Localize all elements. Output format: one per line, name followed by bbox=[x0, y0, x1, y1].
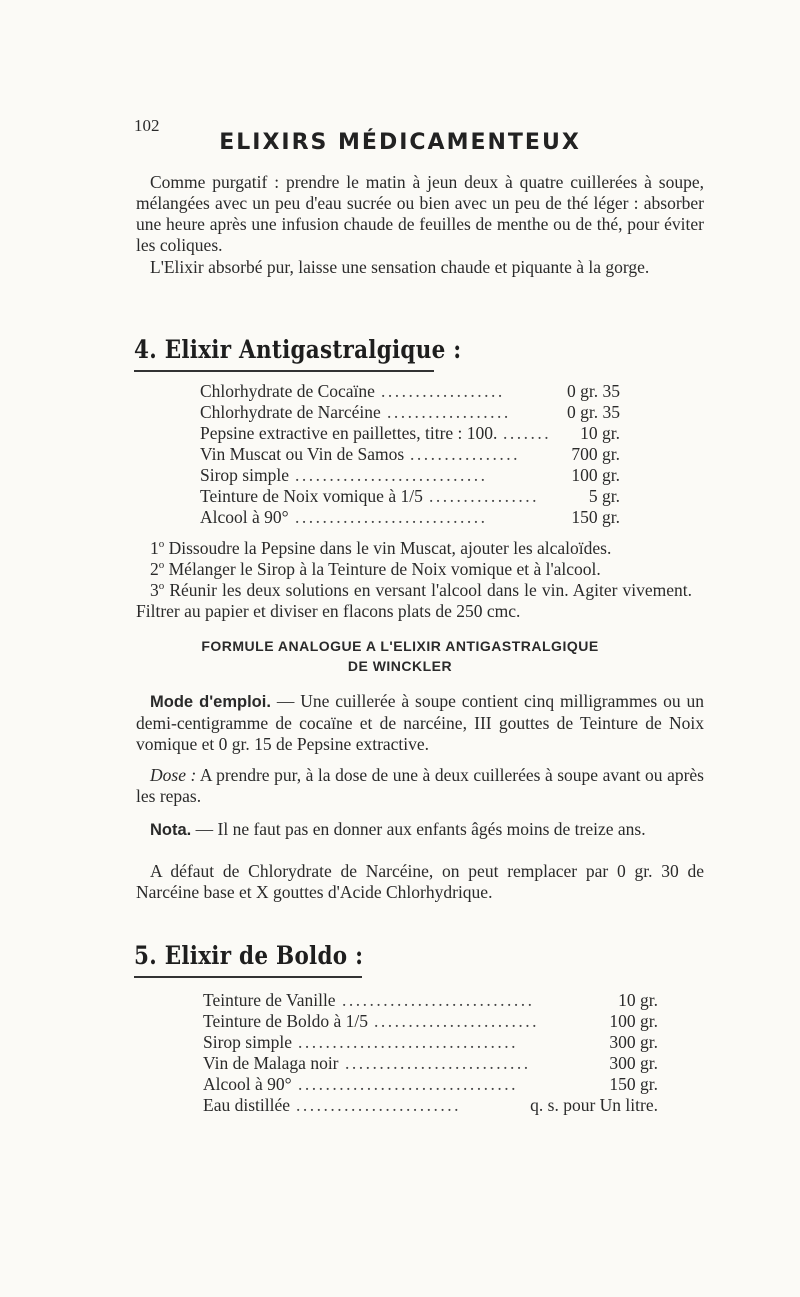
ingredient-name: Teinture de Boldo à 1/5 bbox=[203, 1011, 368, 1031]
leader-dots: ................ bbox=[410, 444, 520, 464]
intro-text-2: L'Elixir absorbé pur, laisse une sensation chaude et piquante à la gorge. bbox=[150, 257, 650, 277]
ingredient-quantity: 150 gr. bbox=[571, 507, 620, 527]
section-4-underline bbox=[134, 370, 434, 372]
ingredient-quantity: 700 gr. bbox=[571, 444, 620, 464]
step-ordinal: o bbox=[158, 580, 165, 593]
page-number: 102 bbox=[134, 116, 160, 135]
ingredient-quantity: 10 gr. bbox=[618, 990, 658, 1010]
section-5-title: Elixir de Boldo : bbox=[164, 941, 364, 970]
section-4-number: 4. bbox=[134, 335, 157, 364]
ingredient-quantity: 150 gr. bbox=[609, 1074, 658, 1094]
section-4-heading bbox=[134, 335, 461, 364]
ingredient-name: Sirop simple bbox=[203, 1032, 292, 1052]
section4-ingredient-row bbox=[200, 444, 620, 465]
step-text: Mélanger le Sirop à la Teinture de Noix vomique et à l'alcool. bbox=[168, 559, 601, 579]
mode-emploi-paragraph bbox=[136, 691, 704, 755]
ingredient-name: Pepsine extractive en paillettes, titre : 100. bbox=[200, 423, 498, 443]
ingredient-name: Eau distillée bbox=[203, 1095, 290, 1115]
section-5-underline bbox=[134, 976, 362, 978]
running-title: ELIXIRS MÉDICAMENTEUX bbox=[219, 130, 581, 155]
dose-label: Dose : bbox=[150, 765, 197, 785]
ingredient-name: Teinture de Vanille bbox=[203, 990, 336, 1010]
ingredient-quantity: 10 gr. bbox=[580, 423, 620, 443]
leader-dots: ........................... bbox=[345, 1053, 531, 1073]
leader-dots: ........................ bbox=[296, 1095, 461, 1115]
section4-ingredient-row bbox=[200, 507, 620, 528]
ingredient-quantity: 300 gr. bbox=[609, 1032, 658, 1052]
mode-emploi-label: Mode d'emploi. bbox=[150, 693, 271, 711]
step-text: Dissoudre la Pepsine dans le vin Muscat, ajouter les alcaloïdes. bbox=[168, 538, 612, 558]
step-number: 3 bbox=[150, 580, 159, 600]
step-ordinal: o bbox=[158, 538, 165, 551]
leader-dots: ................................ bbox=[298, 1074, 518, 1094]
ingredient-quantity: 0 gr. 35 bbox=[567, 381, 620, 401]
ingredient-name: Chlorhydrate de Cocaïne bbox=[200, 381, 375, 401]
leader-dots: ........................ bbox=[374, 1011, 539, 1031]
formula-heading-line-1: FORMULE ANALOGUE A L'ELIXIR ANTIGASTRALGIQUE bbox=[201, 638, 599, 654]
nota-paragraph-2 bbox=[136, 861, 704, 903]
leader-dots: ....... bbox=[503, 423, 552, 443]
section5-ingredient-row bbox=[203, 1074, 658, 1095]
ingredient-name: Teinture de Noix vomique à 1/5 bbox=[200, 486, 423, 506]
ingredient-quantity: 5 gr. bbox=[588, 486, 620, 506]
ingredient-name: Vin Muscat ou Vin de Samos bbox=[200, 444, 405, 464]
dose-paragraph bbox=[136, 765, 704, 807]
leader-dots: ................ bbox=[429, 486, 539, 506]
formula-heading-line-2: DE WINCKLER bbox=[347, 658, 453, 674]
ingredient-name: Alcool à 90° bbox=[203, 1074, 292, 1094]
nota-paragraph bbox=[136, 819, 704, 841]
section5-ingredient-row bbox=[203, 1095, 658, 1116]
mode-emploi-text: — Une cuillerée à soupe contient cinq milligrammes ou un demi-centigramme de cocaïne et de narcéine, III gouttes de Teinture de Noix vomique et 0 gr. 15 de Pepsine extractive. bbox=[136, 691, 704, 754]
intro-text-1: Comme purgatif : prendre le matin à jeun deux à quatre cuillerées à soupe, mélangées avec un peu d'eau sucrée ou bien avec un peu de thé léger : absorber une heure après une infusion chaude de feuilles de menthe ou de thé, pour éviter les coliques. bbox=[136, 172, 704, 255]
section-4-title: Elixir Antigastralgique : bbox=[164, 335, 462, 364]
section-5-ingredients bbox=[203, 990, 658, 1116]
nota-label: Nota. bbox=[150, 821, 192, 839]
ingredient-name: Vin de Malaga noir bbox=[203, 1053, 339, 1073]
section5-ingredient-row bbox=[203, 1032, 658, 1053]
preparation-step bbox=[136, 538, 692, 559]
section4-ingredient-row bbox=[200, 486, 620, 507]
section4-ingredient-row bbox=[200, 381, 620, 402]
ingredient-name: Sirop simple bbox=[200, 465, 289, 485]
preparation-step bbox=[136, 559, 692, 580]
leader-dots: ............................ bbox=[295, 507, 488, 527]
leader-dots: ................................ bbox=[298, 1032, 518, 1052]
ingredient-quantity: 300 gr. bbox=[609, 1053, 658, 1073]
nota-text-2: A défaut de Chlorydrate de Narcéine, on peut remplacer par 0 gr. 30 de Narcéine base et X gouttes d'Acide Chlorhydrique. bbox=[136, 861, 704, 902]
intro-paragraph-2 bbox=[136, 257, 704, 278]
section-5-heading bbox=[134, 941, 363, 970]
step-number: 2 bbox=[150, 559, 159, 579]
leader-dots: .................. bbox=[387, 402, 511, 422]
dose-text: A prendre pur, à la dose de une à deux cuillerées à soupe avant ou après les repas. bbox=[136, 765, 704, 806]
section5-ingredient-row bbox=[203, 1011, 658, 1032]
section5-ingredient-row bbox=[203, 990, 658, 1011]
leader-dots: ............................ bbox=[342, 990, 535, 1010]
ingredient-quantity: 0 gr. 35 bbox=[567, 402, 620, 422]
leader-dots: .................. bbox=[381, 381, 505, 401]
ingredient-name: Alcool à 90° bbox=[200, 507, 289, 527]
ingredient-quantity: 100 gr. bbox=[609, 1011, 658, 1031]
section4-ingredient-row bbox=[200, 423, 620, 444]
ingredient-name: Chlorhydrate de Narcéine bbox=[200, 402, 381, 422]
section4-ingredient-row bbox=[200, 402, 620, 423]
section-5-number: 5. bbox=[134, 941, 157, 970]
section-4-ingredients bbox=[200, 381, 620, 528]
section5-ingredient-row bbox=[203, 1053, 658, 1074]
section4-ingredient-row bbox=[200, 465, 620, 486]
ingredient-quantity: q. s. pour Un litre. bbox=[530, 1095, 658, 1115]
step-number: 1 bbox=[150, 538, 159, 558]
leader-dots: ............................ bbox=[295, 465, 488, 485]
ingredient-quantity: 100 gr. bbox=[571, 465, 620, 485]
nota-text: — Il ne faut pas en donner aux enfants âgés moins de treize ans. bbox=[191, 819, 646, 839]
step-ordinal: o bbox=[158, 559, 165, 572]
intro-paragraph-1 bbox=[136, 172, 704, 256]
preparation-step bbox=[136, 580, 692, 622]
step-text: Réunir les deux solutions en versant l'alcool dans le vin. Agiter vivement. Filtrer au papier et diviser en flacons plats de 250 cmc. bbox=[136, 580, 692, 621]
